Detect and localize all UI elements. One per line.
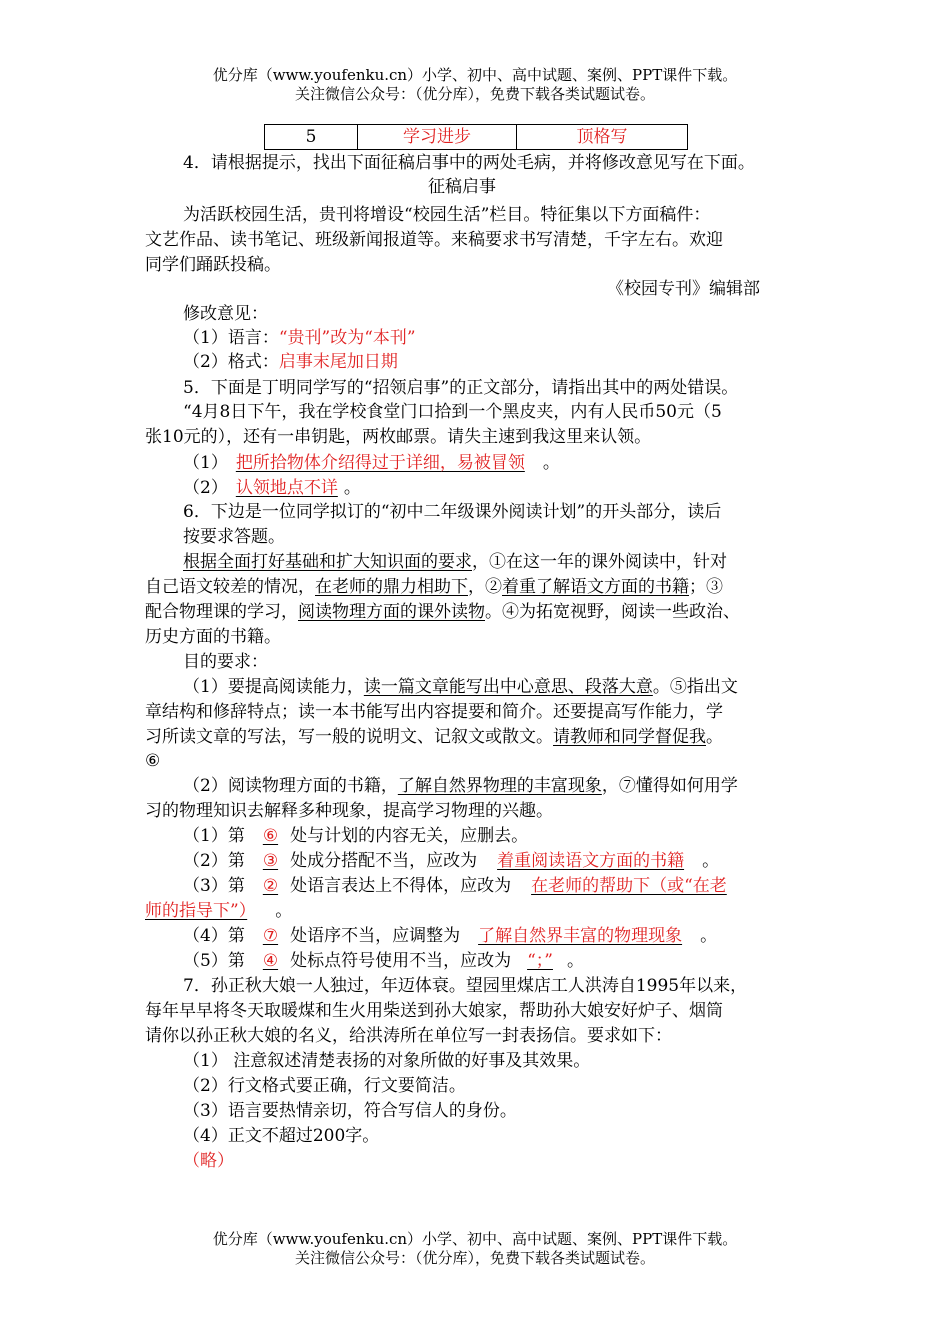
q5-answer-2-label: （2） bbox=[183, 478, 228, 498]
q7-requirement-2: （2）行文格式要正确，行文要简洁。 bbox=[183, 1076, 466, 1096]
q5-quote-line-2: 张10元的），还有一串钥匙，两枚邮票。请失主速到我这里来认领。 bbox=[145, 427, 652, 447]
q6-answer-2-end: 。 bbox=[702, 851, 720, 871]
q6-answer-2 bbox=[183, 849, 719, 873]
q6-goal-1-line-3 bbox=[145, 725, 723, 749]
q5-answer-1-end: 。 bbox=[542, 453, 560, 473]
q6-goal-2-line-2: 习的物理知识去解释多种现象，提高学习物理的兴趣。 bbox=[145, 801, 553, 821]
table-cell-item: 学习进步 bbox=[358, 125, 517, 150]
q6-answer-4-num: ⑦ bbox=[262, 926, 279, 946]
q6-answer-3-cont bbox=[145, 899, 292, 923]
q6-goal-2-text-a: （2）阅读物理方面的书籍， bbox=[183, 776, 398, 796]
q6-goal-1-line-4: ⑥ bbox=[145, 751, 161, 771]
q6-plan-text-2a: 自己语文较差的情况， bbox=[145, 577, 315, 597]
q6-answer-1-pre: （1）第 bbox=[183, 826, 245, 846]
q4-answer-2-text: 启事末尾加日期 bbox=[278, 352, 398, 372]
q6-answer-2-fix: 着重阅读语文方面的书籍 bbox=[497, 851, 685, 871]
table-cell-number: 5 bbox=[265, 125, 358, 150]
q5-answer-2 bbox=[183, 476, 361, 500]
q6-plan-underline-2: 在老师的鼎力相助下 bbox=[315, 577, 468, 597]
q4-answer-1 bbox=[183, 326, 416, 350]
q6-plan-line-4: 历史方面的书籍。 bbox=[145, 627, 281, 647]
q6-plan-underline-4: 阅读物理方面的课外读物 bbox=[298, 602, 485, 622]
header-line-1: 优分库（www.youfenku.cn）小学、初中、高中试题、案例、PPT课件下载。 bbox=[212, 66, 738, 84]
answer-table-row bbox=[264, 124, 688, 150]
q5-answer-2-end: 。 bbox=[343, 478, 361, 498]
q6-plan-text-1: ，①在这一年的课外阅读中，针对 bbox=[472, 552, 727, 572]
q6-goal-1-text-a: （1）要提高阅读能力， bbox=[183, 677, 364, 697]
footer-line-1: 优分库（www.youfenku.cn）小学、初中、高中试题、案例、PPT课件下载。 bbox=[212, 1230, 738, 1248]
q7-line-1: 7．孙正秋大娘一人独过，年迈体衰。望园里煤店工人洪涛自1995年以来， bbox=[183, 976, 748, 996]
q6-goal-label: 目的要求： bbox=[183, 652, 268, 672]
q6-answer-1 bbox=[183, 824, 528, 848]
q6-goal-1-line-1 bbox=[183, 675, 738, 699]
q6-answer-4-mid: 处语序不当，应调整为 bbox=[290, 926, 461, 946]
q7-line-3: 请你以孙正秋大娘的名义，给洪涛所在单位写一封表扬信。要求如下： bbox=[145, 1026, 672, 1046]
q6-plan-text-2c: ；③ bbox=[689, 577, 723, 597]
q6-plan-text-2b: ，② bbox=[468, 577, 502, 597]
q6-answer-5-num: ④ bbox=[262, 951, 279, 971]
q6-plan-underline-1: 根据全面打好基础和扩大知识面的要求 bbox=[183, 552, 472, 572]
q6-plan-underline-3: 着重了解语文方面的书籍 bbox=[502, 577, 689, 597]
q6-answer-3-num: ② bbox=[262, 876, 279, 896]
q4-answer-1-label: （1）语言： bbox=[183, 328, 279, 348]
q6-plan-line-3 bbox=[145, 600, 740, 624]
q6-plan-text-3b: 。④为拓宽视野，阅读一些政治、 bbox=[485, 602, 740, 622]
q6-answer-1-post: 处与计划的内容无关，应删去。 bbox=[290, 826, 529, 846]
q5-answer-1 bbox=[183, 451, 560, 475]
q5-answer-2-text: 认领地点不详 bbox=[235, 478, 338, 498]
q6-answer-3 bbox=[183, 874, 727, 898]
q5-quote-line-1: “4月8日下午，我在学校食堂门口拾到一个黑皮夹，内有人民币50元（5 bbox=[183, 402, 722, 422]
q4-answer-2 bbox=[183, 350, 398, 374]
q6-goal-1-line-2: 章结构和修辞特点；读一本书能写出内容提要和简介。还要提高写作能力，学 bbox=[145, 702, 723, 722]
q7-requirement-1: （1） 注意叙述清楚表扬的对象所做的好事及其效果。 bbox=[183, 1051, 591, 1071]
header-line-2: 关注微信公众号：（优分库），免费下载各类试题试卷。 bbox=[294, 85, 655, 103]
q6-answer-1-num: ⑥ bbox=[262, 826, 279, 846]
q6-answer-4-pre: （4）第 bbox=[183, 926, 245, 946]
q6-goal-1-text-c: 习所读文章的写法，写一般的说明文、记叙文或散文。 bbox=[145, 727, 553, 747]
q4-stem: 4．请根据提示，找出下面征稿启事中的两处毛病，并将修改意见写在下面。 bbox=[183, 153, 755, 173]
q6-answer-3-pre: （3）第 bbox=[183, 876, 245, 896]
footer-line-2: 关注微信公众号：（优分库），免费下载各类试题试卷。 bbox=[294, 1249, 655, 1267]
q6-goal-2-line-1 bbox=[183, 774, 738, 798]
q4-body-line-1: 为活跃校园生活，贵刊将增设“校园生活”栏目。特征集以下方面稿件： bbox=[183, 205, 711, 225]
q6-answer-3-fix-1: 在老师的帮助下（或“在老 bbox=[531, 876, 727, 896]
q6-goal-1-underline-2: 请教师和同学督促我 bbox=[553, 727, 706, 747]
q7-answer: （略） bbox=[183, 1151, 234, 1171]
q6-answer-5-fix: “；” bbox=[527, 951, 553, 971]
q6-answer-4-end: 。 bbox=[700, 926, 718, 946]
q6-answer-5-end: 。 bbox=[566, 951, 584, 971]
q6-answer-2-mid: 处成分搭配不当，应改为 bbox=[290, 851, 478, 871]
q6-answer-5-mid: 处标点符号使用不当，应改为 bbox=[290, 951, 512, 971]
q5-answer-1-label: （1） bbox=[183, 453, 228, 473]
q4-advice-label: 修改意见： bbox=[183, 304, 268, 324]
q4-notice-title: 征稿启事 bbox=[428, 177, 496, 197]
q6-answer-5-pre: （5）第 bbox=[183, 951, 245, 971]
q6-plan-line-1 bbox=[183, 550, 727, 574]
table-cell-answer: 顶格写 bbox=[517, 125, 688, 150]
q6-answer-3-end: 。 bbox=[275, 901, 293, 921]
q6-goal-1-underline-1: 读一篇文章能写出中心意思、段落大意 bbox=[363, 677, 653, 697]
q4-body-line-3: 同学们踊跃投稿。 bbox=[145, 255, 281, 275]
q6-plan-text-3a: 配合物理课的学习， bbox=[145, 602, 298, 622]
q6-answer-4-fix: 了解自然界丰富的物理现象 bbox=[478, 926, 683, 946]
q7-requirement-3: （3）语言要热情亲切，符合写信人的身份。 bbox=[183, 1101, 517, 1121]
q6-answer-2-pre: （2）第 bbox=[183, 851, 245, 871]
q6-goal-1-text-d: 。 bbox=[706, 727, 723, 747]
q4-body-line-2: 文艺作品、读书笔记、班级新闻报道等。来稿要求书写清楚，千字左右。欢迎 bbox=[145, 230, 723, 250]
q6-answer-4 bbox=[183, 924, 717, 948]
q6-goal-2-underline: 了解自然界物理的丰富现象 bbox=[397, 776, 602, 796]
q4-signature: 《校园专刊》编辑部 bbox=[607, 279, 760, 299]
q6-answer-3-mid: 处语言表达上不得体，应改为 bbox=[290, 876, 512, 896]
q6-answer-3-fix-2: 师的指导下”） bbox=[145, 901, 248, 921]
q6-stem-line-2: 按要求答题。 bbox=[183, 527, 285, 547]
q6-goal-1-text-b: 。⑤指出文 bbox=[652, 677, 738, 697]
q6-stem-line-1: 6．下边是一位同学拟订的“初中二年级课外阅读计划”的开头部分，读后 bbox=[183, 502, 722, 522]
q6-goal-2-text-b: ，⑦懂得如何用学 bbox=[601, 776, 738, 796]
q6-answer-2-num: ③ bbox=[262, 851, 279, 871]
q7-line-2: 每年早早将冬天取暖煤和生火用柴送到孙大娘家，帮助孙大娘安好炉子、烟筒 bbox=[145, 1001, 723, 1021]
q5-answer-1-text: 把所拾物体介绍得过于详细，易被冒领 bbox=[235, 453, 525, 473]
q4-answer-2-label: （2）格式： bbox=[183, 352, 279, 372]
q6-plan-line-2 bbox=[145, 575, 723, 599]
q5-stem: 5．下面是丁明同学写的“招领启事”的正文部分，请指出其中的两处错误。 bbox=[183, 378, 739, 398]
q7-requirement-4: （4）正文不超过200字。 bbox=[183, 1126, 380, 1146]
q6-answer-5 bbox=[183, 949, 584, 973]
q4-answer-1-text: “贵刊”改为“本刊” bbox=[278, 328, 416, 348]
